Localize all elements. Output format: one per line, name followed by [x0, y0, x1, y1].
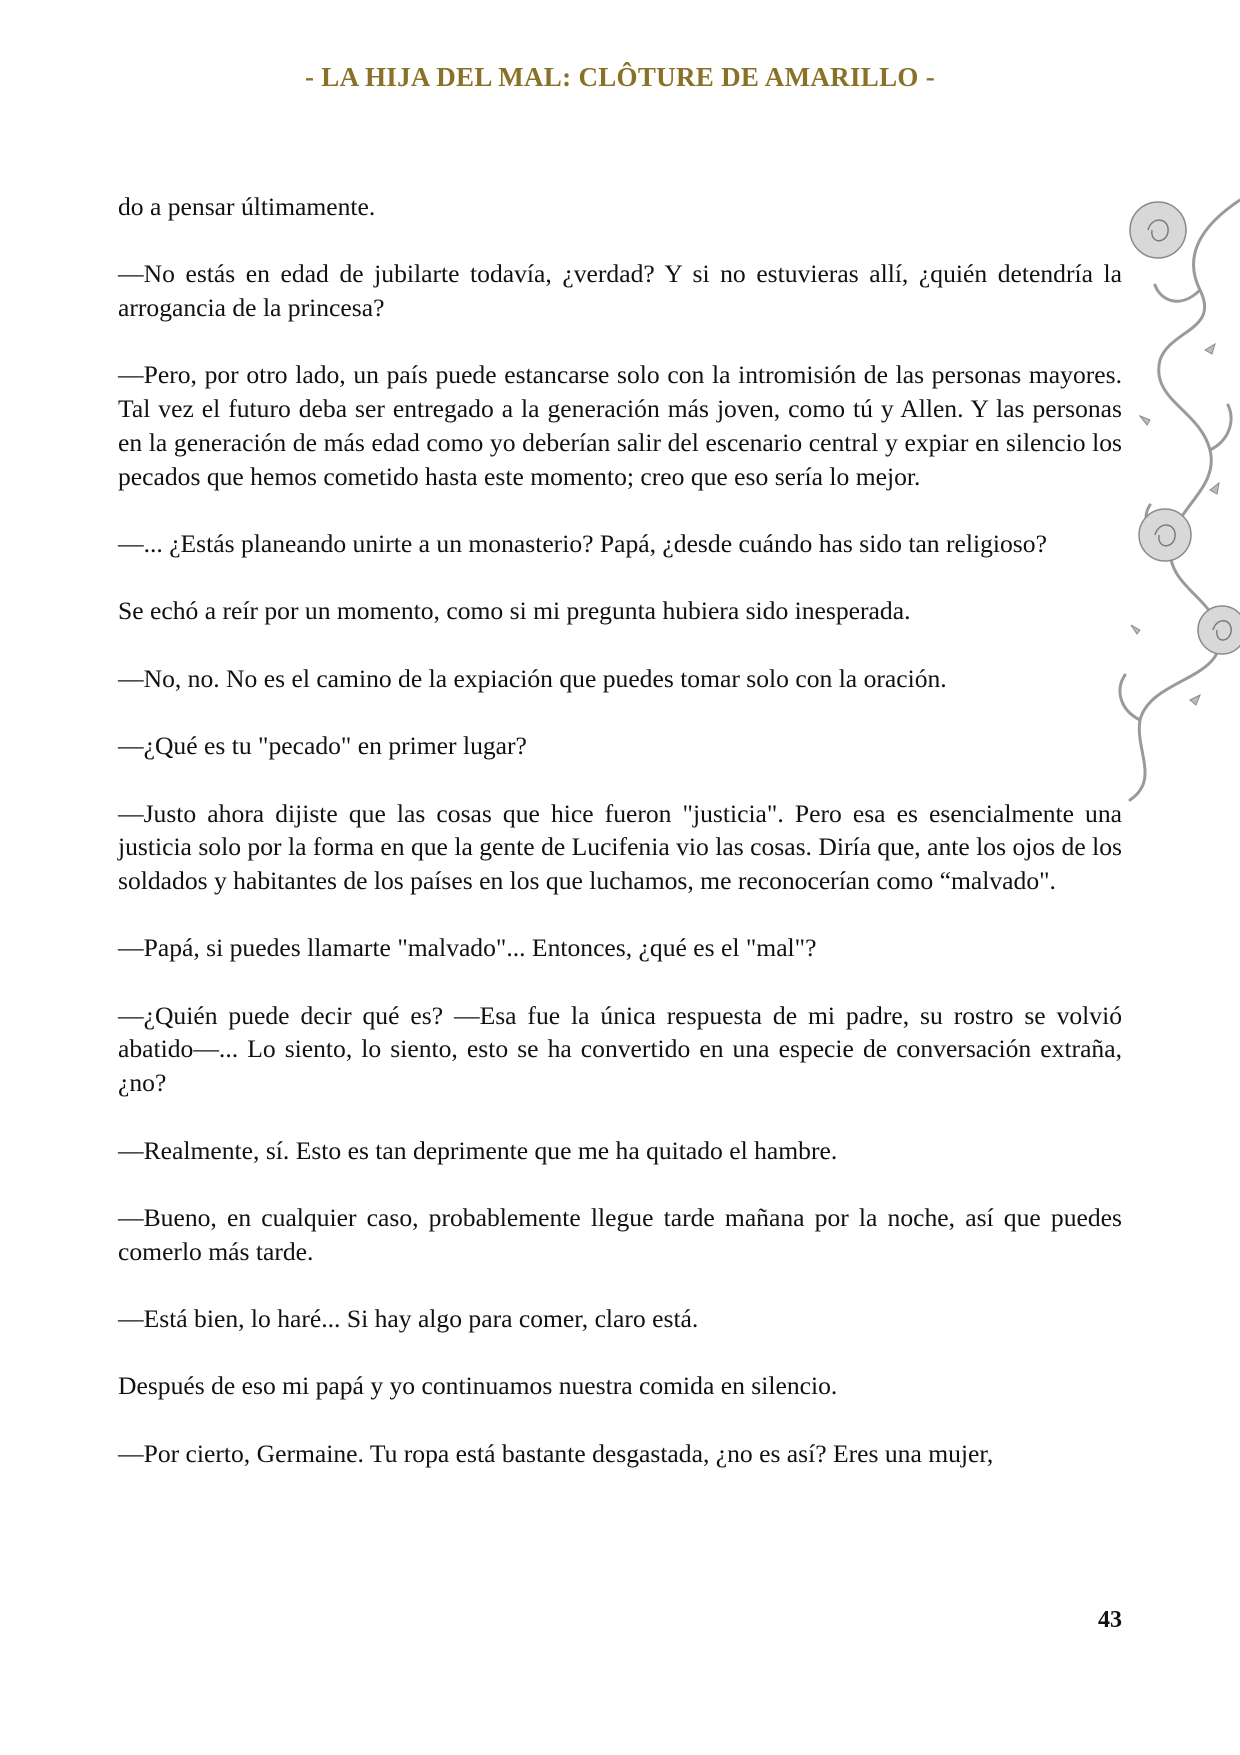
- paragraph: —Bueno, en cualquier caso, probablemente llegue tarde mañana por la noche, así que puedes comerlo más tarde.: [118, 1202, 1122, 1266]
- paragraph: Se echó a reír por un momento, como si mi pregunta hubiera sido inesperada.: [118, 596, 911, 626]
- paragraph: —No, no. No es el camino de la expiación que puedes tomar solo con la oración.: [118, 663, 947, 693]
- running-header: - LA HIJA DEL MAL: CLÔTURE DE AMARILLO -: [304, 62, 936, 92]
- paragraph: —Papá, si puedes llamarte "malvado"... Entonces, ¿qué es el "mal"?: [118, 933, 817, 963]
- paragraph: —Realmente, sí. Esto es tan deprimente que me ha quitado el hambre.: [118, 1135, 838, 1165]
- rose-vine-ornament-icon: [1110, 160, 1240, 810]
- paragraph: —... ¿Estás planeando unirte a un monasterio? Papá, ¿desde cuándo has sido tan religioso?: [118, 528, 1047, 558]
- paragraph: —¿Quién puede decir qué es? —Esa fue la única respuesta de mi padre, su rostro se volvió abatido—... Lo siento, lo siento, esto se ha convertido en una especie de conversación extraña, ¿no?: [118, 1000, 1122, 1098]
- paragraph: do a pensar últimamente.: [118, 192, 376, 221]
- paragraph: —No estás en edad de jubilarte todavía, ¿verdad? Y si no estuvieras allí, ¿quién detendría la arrogancia de la princesa?: [118, 259, 1122, 323]
- page-number: 43: [1098, 1607, 1122, 1633]
- paragraph: Después de eso mi papá y yo continuamos nuestra comida en silencio.: [118, 1371, 838, 1401]
- paragraph: —Está bien, lo haré... Si hay algo para comer, claro está.: [118, 1304, 699, 1334]
- paragraph: —Justo ahora dijiste que las cosas que hice fueron "justicia". Pero esa es esencialmente una justicia solo por la forma en que la gente de Lucifenia vio las cosas. Diría que, ante los ojos de los soldados y habitantes de los países en los que luchamos, me reconocerían como “malvado".: [118, 798, 1122, 895]
- body-text: [118, 190, 1122, 1504]
- paragraph: —Por cierto, Germaine. Tu ropa está bastante desgastada, ¿no es así? Eres una mujer,: [118, 1438, 994, 1468]
- paragraph: —¿Qué es tu "pecado" en primer lugar?: [118, 731, 527, 761]
- paragraph: —Pero, por otro lado, un país puede estancarse solo con la intromisión de las personas mayores. Tal vez el futuro deba ser entregado a la generación más joven, como tú y Allen. Y las personas en la generación de más edad como yo deberían salir del escenario central y expiar en silencio los pecados que hemos cometido hasta este momento; creo que eso sería lo mejor.: [118, 360, 1122, 491]
